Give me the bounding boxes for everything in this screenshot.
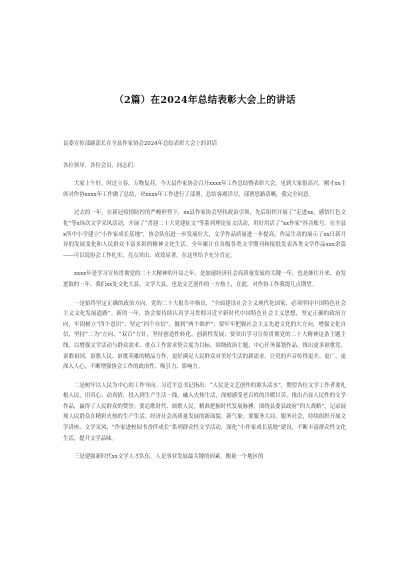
paragraph-point-three: 三是建强新时代xx文学人才队伍。人是事业发展最关键的因素，衡量一个地区的 bbox=[74, 454, 264, 461]
paragraph-expectation: xxxx年是学习宣传贯彻党的二十大精神的开局之年，是加速经济社会高质量发展的关键一年，也是继往开来、奋发进取的一年。我们xx处文化大县、文学大县，也是文艺创作的一方热土，在此，对作协工作我提几点期望。 bbox=[63, 271, 346, 288]
paragraph-review: 过去的一年，在新冠疫情防控的严峻形势下，xx县作家协会坚持政治引领，先后组织开展了“走进xx，感悟红色文化”等x场次文学采风活动，开展了“喜迎二十大党建征文”等系列理论征文活动，用好用活了“xx作家”抖音账号。在全县x所中小学建立“小作家成长基地”，协会队伍进一步发展壮大，文学作品质量进一步提高，作品生动的展示了xx日新月异的发展变化和人民群众丰富多彩的精神文化生活，全年累计在各级各类文学期刊和报纸发表各类文学作品xxx余篇——可以说协会工作扎实、亮点突出、成效显著，在这里给予充分肯定。 bbox=[63, 210, 346, 259]
paragraph-point-two: 二是树牢以人民为中心的工作导向。习近平总书记指出：“人民是文艺创作的源头活水”，期望各位文学工作者要扎根人民，用真心、动真情，投入到生产生活一线，融入火热生活，深刻感受老百姓的冷暖甘苦，推出凸显人民性的文学作品，赢得了人民群众的赞誉；要追歌时代、颂歌人民，精准把握时代发展脉搏，围绕县委县政府“四大战略”，记录展现人民群众在精彩火热的生产生活、经济社会高质量发展的新面貌、新气象；要服务大局、服务社会，持续组织开展文学讲座、文学采风、“作家进校园书香伴成长”系列群众性文学活动，深化“小作家成长基地”建设，不断丰富群众性文化生活，提升文学品味。 bbox=[63, 382, 346, 442]
speech-heading: 县委宣传部副部长在全县作家协会2024年总结表彰大会上的讲话 bbox=[63, 141, 217, 147]
paragraph-opening: 大家上午好。时过立春，万物复苏，今天县作家协会召开xxxx年工作总结暨表彰大会，见到大家很高兴。刚才xx主席对作协xxxx年工作做了总结，对xxxx年工作进行了部署，总结客观详尽，部署思路清晰，我完全同意。 bbox=[63, 181, 346, 198]
salutation: 各位领导、各位会员、同志们： bbox=[63, 162, 139, 169]
paragraph-point-one: 一是始终坚定正确的政治方向。党的二十大报告中指出，“全面建设社会主义现代化国家，必须坚持中国特色社会主义文化发展道路”。新的一年，协会要持续认真学习贯彻习近平新时代中国特色社会主义思想，坚定正确的政治方向，牢固树立“四个意识”、坚定“四个自信”、做到“两个维护”；要牢牢把握社会主义先进文化的大方向，增强文化自信，坚持“二为”方向、“双百”方针，坚持创造性转化、创新性发展；要突出学习宣传贯彻党的二十大精神这条主题主线，以增强文学活动与群众需求、重点工作需求契合度为目标，围绕政治主题、中心任务谋划作品，推出更多讴歌党、讴歌祖国、讴歌人民、讴歌英雄的精品力作，更好满足人民群众对美好生活的新需求，让党的声音传得更开、更广、更深入人心，不断增强协会工作的政治性、吸引力、影响力。 bbox=[63, 300, 346, 371]
document-title: （2篇）在2024年总结表彰大会上的讲话 bbox=[114, 95, 296, 106]
document-body bbox=[63, 139, 346, 471]
